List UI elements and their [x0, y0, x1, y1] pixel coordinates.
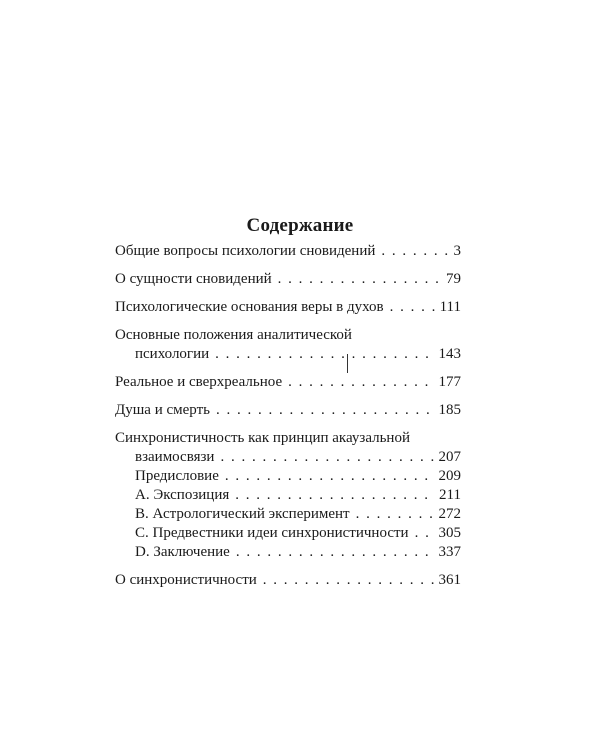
leader-dots: [390, 298, 435, 317]
toc-entry-page: 211: [439, 487, 461, 503]
toc-entry-title: C. Предвестники идеи синхронистичности: [135, 525, 409, 541]
leader-dots: [220, 448, 433, 467]
leader-dots: [263, 571, 434, 590]
leader-dots: [236, 543, 434, 562]
toc-entry[interactable]: [115, 373, 461, 392]
leader-dots: [415, 524, 434, 543]
table-of-contents: [115, 242, 461, 590]
toc-entry-title-line1: Синхронистичность как принцип акаузальной: [115, 430, 410, 446]
leader-dots: [288, 373, 433, 392]
toc-entry-page: 143: [438, 346, 461, 362]
toc-entry-page: 79: [446, 271, 461, 287]
toc-entry[interactable]: [115, 242, 461, 261]
leader-dots: [356, 505, 434, 524]
toc-entry-title: A. Экспозиция: [135, 487, 230, 503]
toc-subentry[interactable]: [115, 486, 461, 505]
toc-entry-title: Общие вопросы психологии сновидений: [115, 243, 376, 259]
toc-entry-title: О синхронистичности: [115, 572, 257, 588]
toc-entry-page: 111: [439, 299, 461, 315]
toc-entry[interactable]: [115, 429, 461, 467]
toc-entry-title: Душа и смерть: [115, 402, 210, 418]
toc-entry[interactable]: [115, 571, 461, 590]
toc-entry-title: D. Заключение: [135, 544, 230, 560]
toc-entry-page: 185: [438, 402, 461, 418]
leader-dots: [225, 467, 434, 486]
toc-entry-page: 337: [438, 544, 461, 560]
leader-dots: [215, 345, 433, 364]
text-cursor: [347, 354, 348, 373]
leader-dots: [235, 486, 434, 505]
toc-entry-page: 361: [438, 572, 461, 588]
leader-dots: [278, 270, 441, 289]
toc-entry-title-line2: взаимосвязи: [135, 449, 215, 465]
toc-entry-page: 3: [453, 243, 461, 259]
toc-entry-title: О сущности сновидений: [115, 271, 272, 287]
toc-entry-title: Психологические основания веры в духов: [115, 299, 384, 315]
toc-entry-page: 177: [438, 374, 461, 390]
toc-entry-page: 272: [438, 506, 461, 522]
toc-entry-page: 207: [438, 449, 461, 465]
toc-subentry[interactable]: [115, 467, 461, 486]
toc-entry-page: 209: [438, 468, 461, 484]
page-title: Содержание: [246, 215, 354, 236]
toc-entry-title: Реальное и сверхреальное: [115, 374, 283, 390]
toc-entry[interactable]: [115, 401, 461, 420]
toc-entry-title-line2: психологии: [135, 346, 210, 362]
toc-entry[interactable]: [115, 298, 461, 317]
toc-entry-title-line1: Основные положения аналитической: [115, 327, 352, 343]
toc-entry-page: 305: [438, 525, 461, 541]
toc-subentry[interactable]: [115, 505, 461, 524]
toc-entry-title: Предисловие: [135, 468, 219, 484]
toc-entry[interactable]: [115, 270, 461, 289]
leader-dots: [381, 242, 448, 261]
toc-entry[interactable]: [115, 326, 461, 364]
toc-subentry[interactable]: [115, 524, 461, 543]
leader-dots: [216, 401, 434, 420]
toc-subentry[interactable]: [115, 543, 461, 562]
toc-entry-title: B. Астрологический эксперимент: [135, 506, 350, 522]
